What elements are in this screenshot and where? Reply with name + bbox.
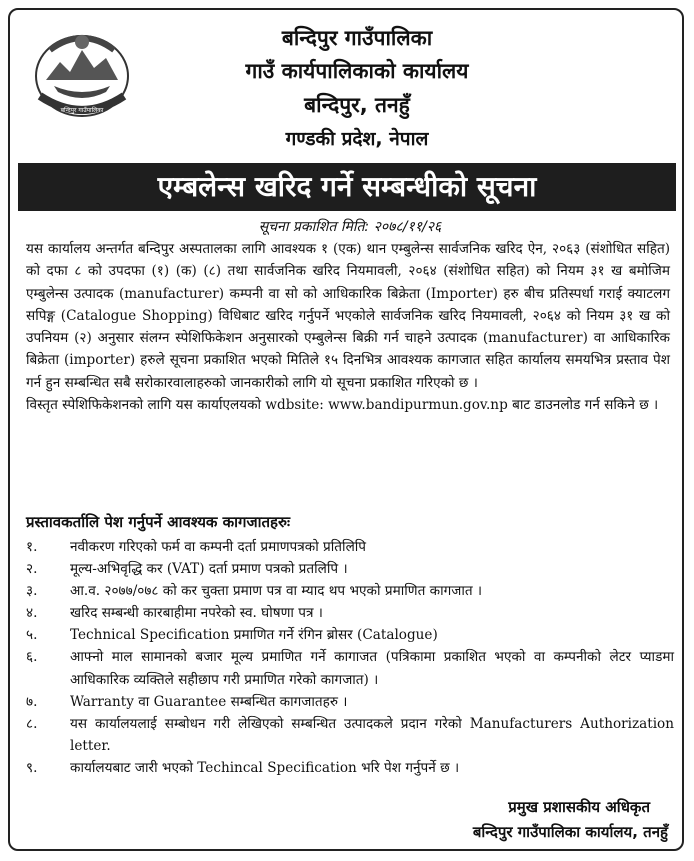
body-paragraph-website: विस्तृत स्पेशिफिकेशनको लागि यस कार्याएलयको wdbsite: www.bandipurmun.gov.np बाट डाउनलोड गर्न सकिने छ । — [26, 397, 659, 414]
list-item-text: यस कार्यालयलाई सम्बोधन गरी लेखिएको सम्बन्धित उत्पादकले प्रदान गरेको Manufacturers Authorization letter. — [70, 715, 674, 754]
list-item — [26, 624, 674, 646]
list-item — [26, 602, 674, 624]
list-item-number: ३. — [26, 583, 38, 600]
list-item-number: २. — [26, 561, 38, 578]
list-item-number: ७. — [26, 693, 38, 710]
list-item-text: आ.व. २०७७/०७८ को कर चुक्ता प्रमाण पत्र वा म्याद थप भएको प्रमाणित कागजात । — [70, 583, 483, 600]
list-item-number: ६. — [26, 649, 38, 666]
list-item — [26, 691, 674, 713]
notice-body — [26, 238, 670, 416]
office-name: गाउँ कार्यपालिकाको कार्यालय — [245, 59, 469, 83]
list-item-number: १. — [26, 539, 38, 555]
list-item — [26, 558, 674, 580]
list-item-text: आफ्नो माल सामानको बजार मूल्य प्रमाणित गर्ने कागाजत (पत्रिकामा प्रकाशित भएको वा कम्पनीको लेटर प्याडमा आधिकारिक व्यक्तिले सहीछाप गरी प्रमाणित गरेको कागजात) । — [70, 649, 674, 688]
office-location: बन्दिपुर, तनहुँ — [304, 93, 410, 117]
requirements-heading: प्रस्तावकर्तालि पेश गर्नुपर्ने आवश्यक कागजातहरुः — [26, 513, 291, 531]
body-paragraph-main: यस कार्यालय अन्तर्गत बन्दिपुर अस्पतालका लागि आवश्यक १ (एक) थान एम्बुलेन्स सार्वजनिक खरिद ऐन, २०६३ (संशोधित सहित) को दफा ८ को उपदफा (१) (क) (८) तथा सार्वजनिक खरिद नियमावली, २०६४ (संशोधित सहित) को नियम ३१ ख बमोजिम एम्बुलेन्स उत्पादक (manufacturer) कम्पनी वा सो को आधिकारिक बिक्रेता (Importer) हरु बीच प्रतिस्पर्धा गराई क्याटलग सपिङ्ग (Catalogue Shopping) विधिबाट खरिद गर्नुपर्ने भएकोले सार्वजनिक खरिद नियमावली, २०६४ को नियम ३१ ख को उपनियम (२) अनुसार संलग्न स्पेशिफिकेशन अनुसारको एम्बुलेन्स बिक्री गर्न चाहने उत्पादक (manufacturer) वा आधिकारिक बिक्रेता (importer) हरुले सूचना प्रकाशित भएको मितिले १५ दिनभित्र आवश्यक कागजात सहित कार्यालय समयभित्र प्रस्ताव पेश गर्न हुन सम्बन्धित सबै सरोकारवालाहरुको जानकारीको लागि यो सूचना प्रकाशित गरिएको छ । — [26, 241, 670, 391]
list-item-text: Technical Specification प्रमाणित गर्ने रंगिन ब्रोसर (Catalogue) — [70, 627, 438, 644]
list-item-number: ५. — [26, 627, 38, 644]
list-item-text: कार्यालयबाट जारी भएको Techincal Specification भरि पेश गर्नुपर्ने छ । — [70, 759, 460, 776]
list-item — [26, 713, 674, 757]
list-item-number: ४. — [26, 605, 38, 622]
list-item-number: ८. — [26, 715, 38, 732]
published-date: सूचना प्रकाशित मिति: २०७८/११/२६ — [258, 219, 442, 235]
emblem-caption: बन्दिपुर गाउँपालिका — [60, 107, 104, 114]
notice-title: एम्बलेन्स खरिद गर्ने सम्बन्धीको सूचना — [18, 163, 676, 211]
list-item-number: ९. — [26, 759, 38, 776]
signatory-office: बन्दिपुर गाउँपालिका कार्यालय, तनहुँ — [472, 823, 668, 841]
province-name: गण्डकी प्रदेश, नेपाल — [285, 128, 429, 150]
list-item — [26, 580, 674, 602]
municipality-name: बन्दिपुर गाउँपालिका — [281, 26, 433, 50]
requirements-list — [26, 536, 674, 779]
list-item-text: नवीकरण गरिएको फर्म वा कम्पनी दर्ता प्रमाणपत्रको प्रतिलिपि — [70, 539, 367, 555]
list-item-text: मूल्य-अभिवृद्धि कर (VAT) दर्ता प्रमाण पत्रको प्रतलिपि । — [70, 561, 348, 578]
list-item — [26, 757, 674, 779]
list-item — [26, 646, 674, 690]
list-item — [26, 536, 674, 558]
list-item-text: खरिद सम्बन्धी कारबाहीमा नपरेको स्व. घोषणा पत्र । — [70, 605, 323, 622]
signatory-title: प्रमुख प्रशासकीय अधिकृत — [508, 798, 650, 816]
nepal-government-emblem-icon — [24, 20, 140, 120]
list-item-text: Warranty वा Guarantee सम्बन्धित कागजातहरु । — [70, 693, 348, 710]
